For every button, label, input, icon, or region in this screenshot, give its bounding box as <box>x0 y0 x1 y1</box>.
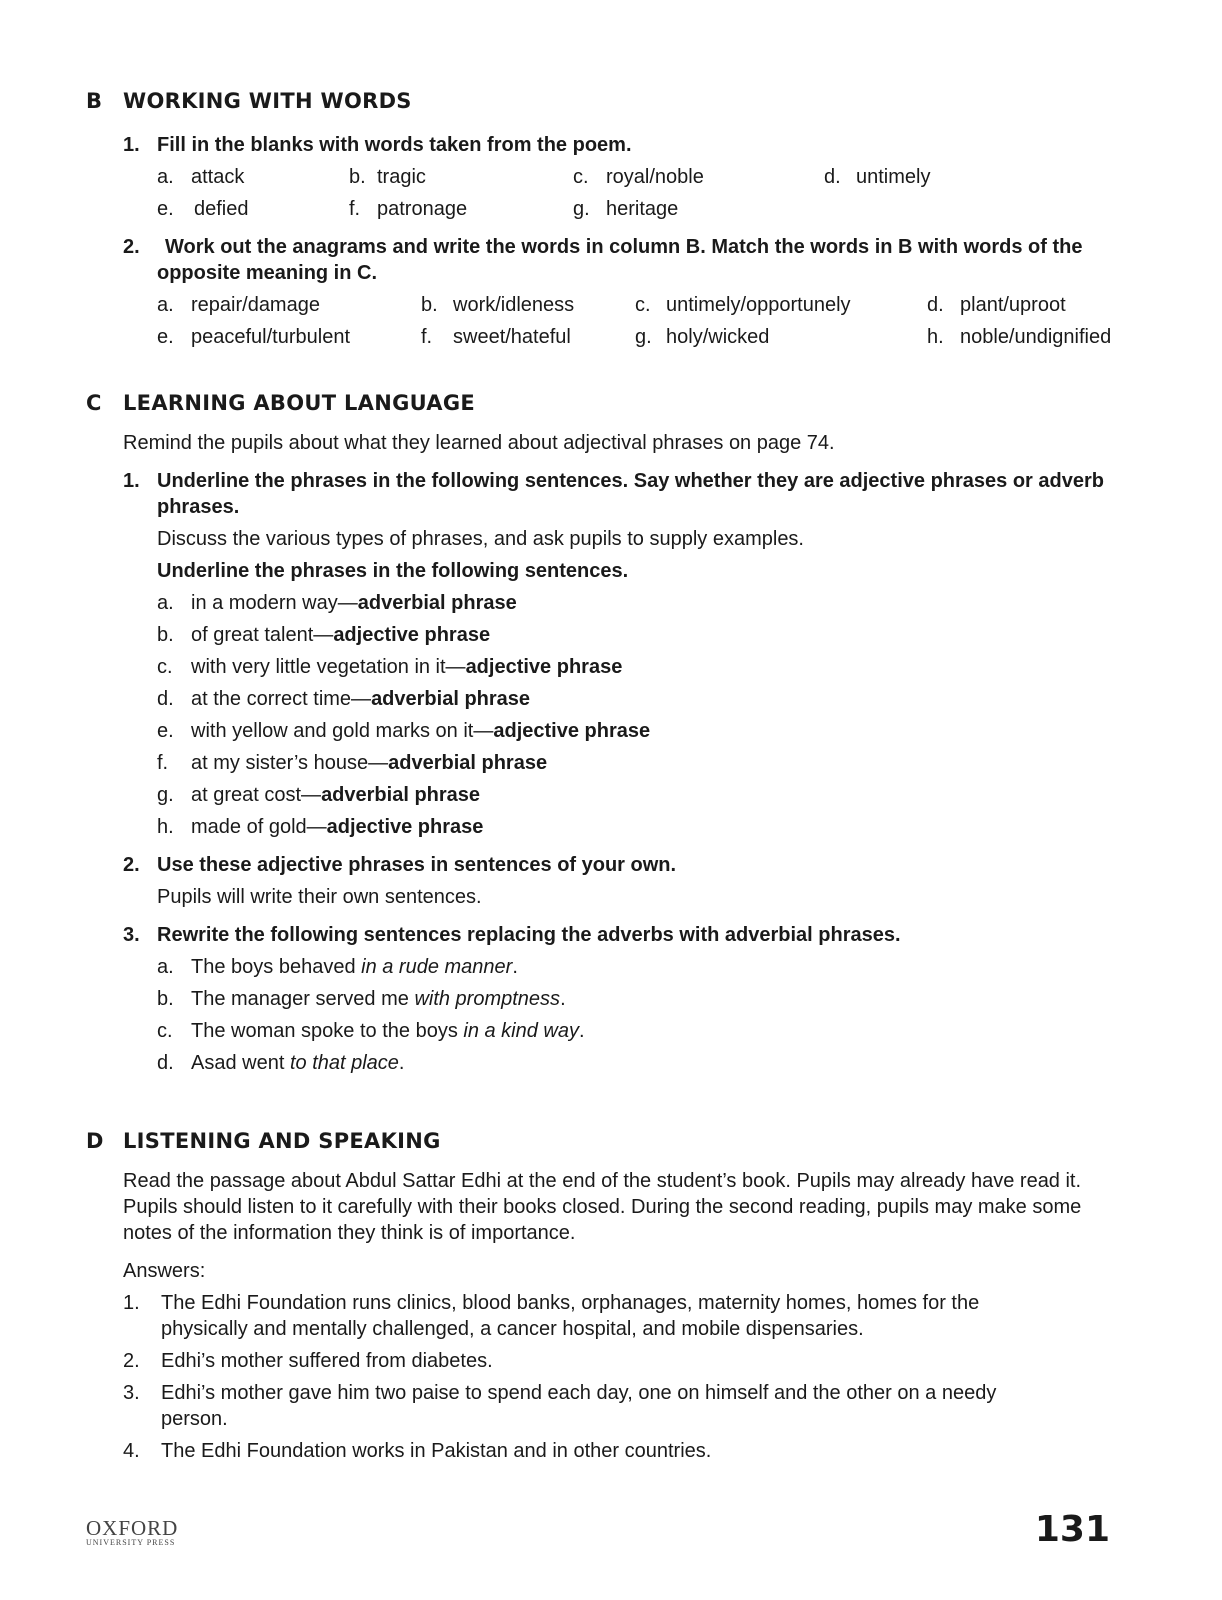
question-number: 3. <box>123 924 140 946</box>
answer-phrase: at the correct time— <box>191 688 372 710</box>
answer-letter: b. <box>421 294 438 316</box>
answer-letter: g. <box>157 784 174 806</box>
section-d-letter: D <box>86 1129 104 1153</box>
answer-italic: with promptness <box>414 988 561 1010</box>
answer-text: untimely/opportunely <box>666 294 851 316</box>
answer-text: Edhi’s mother suffered from diabetes. <box>161 1350 493 1372</box>
answer-post: . <box>398 1052 405 1074</box>
answer-italic: to that place <box>289 1052 399 1074</box>
answer-letter: e. <box>157 720 174 742</box>
answer-number: 2. <box>123 1350 140 1372</box>
answer-phrase: made of gold— <box>191 816 327 838</box>
answer-letter: f. <box>349 198 361 220</box>
answer-pre: The boys behaved <box>191 956 362 978</box>
answer-phrase: of great talent— <box>191 624 334 646</box>
answers-label: Answers: <box>123 1260 206 1282</box>
answer-italic: in a rude manner <box>361 956 513 978</box>
answer-number: 4. <box>123 1440 140 1462</box>
question-text: Fill in the blanks with words taken from the poem. <box>157 134 632 156</box>
answer-text <box>191 954 518 980</box>
page-number: 131 <box>1034 1509 1110 1550</box>
answer-type: adjective phrase <box>465 656 623 678</box>
question-number: 1. <box>123 470 140 492</box>
answer-post: . <box>579 1020 585 1042</box>
answer-type: adverbial phrase <box>371 688 531 710</box>
section-intro: Read the passage about Abdul Sattar Edhi at the end of the student’s book. Pupils may already have read it. Pupils should listen to it carefully with their books closed. During the second reading, pupils may make some notes of the information they think is of importance. <box>123 1170 1082 1244</box>
answer-text <box>191 718 650 744</box>
answer-letter: a. <box>157 166 174 188</box>
question-number: 2. <box>123 854 140 876</box>
section-c-title: LEARNING ABOUT LANGUAGE <box>123 391 476 415</box>
publisher-logo: OXFORD <box>86 1516 179 1540</box>
section-c-letter: C <box>86 391 102 415</box>
answer-post: . <box>560 988 566 1010</box>
answer-letter: h. <box>927 326 944 348</box>
answer-letter: c. <box>157 1020 173 1042</box>
question-number: 2. <box>123 236 140 258</box>
answer-letter: d. <box>824 166 841 188</box>
answer-text <box>191 1018 585 1044</box>
answer-number: 3. <box>123 1382 140 1404</box>
answer-text: patronage <box>377 198 468 220</box>
question-note: Discuss the various types of phrases, and ask pupils to supply examples. <box>157 528 804 550</box>
answer-letter: g. <box>573 198 590 220</box>
answer-letter: d. <box>927 294 944 316</box>
answer-post: . <box>512 956 518 978</box>
answer-text: noble/undignified <box>960 326 1112 348</box>
answer-letter: d. <box>157 688 174 710</box>
answer-letter: a. <box>157 294 174 316</box>
answer-letter: b. <box>349 166 366 188</box>
answer-text <box>191 814 483 840</box>
question-number: 1. <box>123 134 140 156</box>
section-b-letter: B <box>86 89 103 113</box>
answer-pre: Asad went <box>191 1052 290 1074</box>
answer-type: adjective phrase <box>326 816 484 838</box>
answer-letter: g. <box>635 326 652 348</box>
section-d-title: LISTENING AND SPEAKING <box>123 1129 441 1153</box>
question-note: Pupils will write their own sentences. <box>157 886 482 908</box>
answer-phrase: in a modern way— <box>191 592 358 614</box>
answer-text <box>191 782 480 808</box>
answer-text: The Edhi Foundation runs clinics, blood banks, orphanages, maternity homes, homes for the physically and mentally challenged, a cancer hospital, and mobile dispensaries. <box>161 1292 980 1340</box>
question-text: Underline the phrases in the following sentences. Say whether they are adjective phrases or adverb phrases. <box>157 470 1104 518</box>
section-b-title: WORKING WITH WORDS <box>123 89 412 113</box>
answer-pre: The manager served me <box>191 988 415 1010</box>
answer-text: sweet/hateful <box>453 326 571 348</box>
answer-letter: c. <box>635 294 651 316</box>
answer-letter: c. <box>573 166 589 188</box>
answer-type: adverbial phrase <box>321 784 481 806</box>
answer-number: 1. <box>123 1292 140 1314</box>
answer-text: royal/noble <box>606 166 704 188</box>
answer-italic: in a kind way <box>463 1020 579 1042</box>
answer-text: repair/damage <box>191 294 320 316</box>
answer-phrase: at great cost— <box>191 784 322 806</box>
section-intro: Remind the pupils about what they learned about adjectival phrases on page 74. <box>123 432 835 454</box>
answer-letter: b. <box>157 988 174 1010</box>
question-text: Use these adjective phrases in sentences of your own. <box>157 854 677 876</box>
answer-text: defied <box>194 198 249 220</box>
answer-text: Edhi’s mother gave him two paise to spend each day, one on himself and the other on a needy person. <box>161 1382 997 1430</box>
answer-text <box>191 1050 404 1076</box>
answer-type: adjective phrase <box>333 624 491 646</box>
answer-phrase: with yellow and gold marks on it— <box>191 720 494 742</box>
answer-text: holy/wicked <box>666 326 770 348</box>
answer-type: adverbial phrase <box>357 592 517 614</box>
answer-letter: f. <box>421 326 433 348</box>
answer-phrase: with very little vegetation in it— <box>191 656 466 678</box>
answer-text: The Edhi Foundation works in Pakistan and in other countries. <box>161 1440 712 1462</box>
answer-text <box>191 654 622 680</box>
answer-letter: f. <box>157 752 169 774</box>
answer-text <box>191 686 530 712</box>
answer-type: adverbial phrase <box>388 752 548 774</box>
answer-letter: h. <box>157 816 174 838</box>
question-subheading: Underline the phrases in the following sentences. <box>157 560 629 582</box>
answer-text: heritage <box>606 198 679 220</box>
publisher-subtitle: UNIVERSITY PRESS <box>86 1538 176 1547</box>
answer-text <box>191 622 490 648</box>
answer-text: plant/uproot <box>960 294 1066 316</box>
answer-letter: e. <box>157 198 174 220</box>
answer-phrase: at my sister’s house— <box>191 752 389 774</box>
answer-text <box>191 750 547 776</box>
answer-letter: b. <box>157 624 174 646</box>
answer-letter: c. <box>157 656 173 678</box>
answer-pre: The woman spoke to the boys <box>191 1020 464 1042</box>
answer-letter: d. <box>157 1052 174 1074</box>
answer-text: untimely <box>856 166 931 188</box>
question-text: Work out the anagrams and write the words in column B. Match the words in B with words of the opposite meaning in C. <box>157 236 1083 284</box>
answer-text: tragic <box>377 166 426 188</box>
answer-letter: a. <box>157 592 174 614</box>
answer-letter: a. <box>157 956 174 978</box>
question-text: Rewrite the following sentences replacing the adverbs with adverbial phrases. <box>157 924 901 946</box>
answer-text <box>191 986 566 1012</box>
answer-text: attack <box>191 166 245 188</box>
answer-letter: e. <box>157 326 174 348</box>
answer-text: work/idleness <box>453 294 575 316</box>
answer-text: peaceful/turbulent <box>191 326 351 348</box>
answer-text <box>191 590 517 616</box>
answer-type: adjective phrase <box>493 720 651 742</box>
